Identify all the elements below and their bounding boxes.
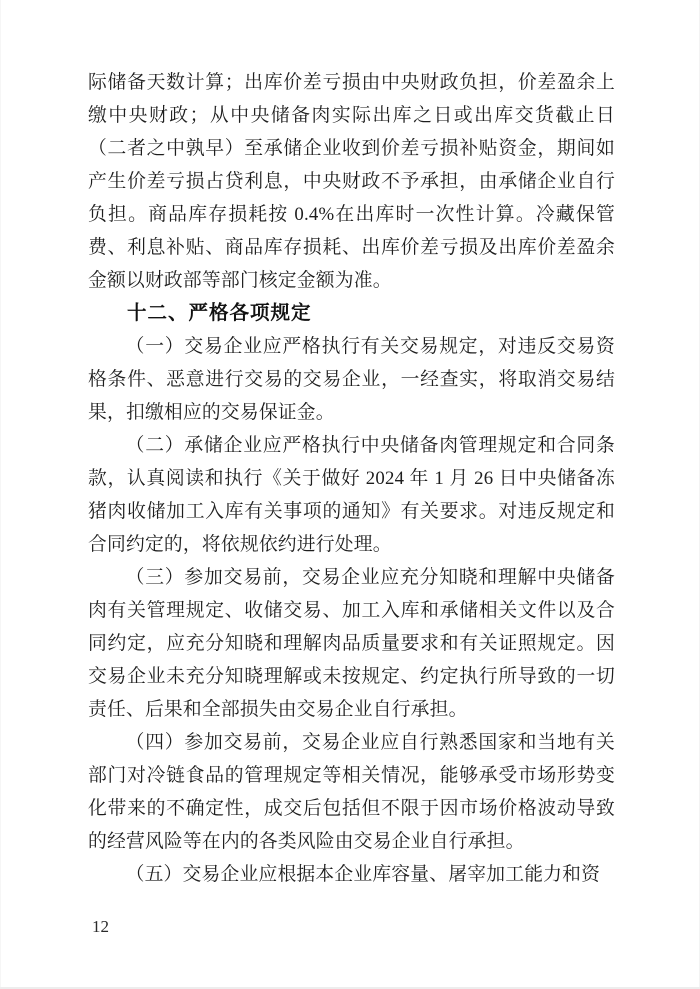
paragraph-item-3: （三）参加交易前，交易企业应充分知晓和理解中央储备肉有关管理规定、收储交易、加工入库和承储相关文件以及合同约定，应充分知晓和理解肉品质量要求和有关证照规定。因交易企业未充分知晓理解或未按规定、约定执行所导致的一切责任、后果和全部损失由交易企业自行承担。 bbox=[88, 567, 615, 720]
paragraph-item-1: （一）交易企业应严格执行有关交易规定，对违反交易资格条件、恶意进行交易的交易企业，一经查实，将取消交易结果，扣缴相应的交易保证金。 bbox=[88, 336, 615, 423]
paragraph-item-2: （二）承储企业应严格执行中央储备肉管理规定和合同条款，认真阅读和执行《关于做好 2024 年 1 月 26 日中央储备冻猪肉收储加工入库有关事项的通知》有关要求。对违反规定和合同约定的，将依规依约进行处理。 bbox=[88, 435, 615, 555]
paragraph-continuation: 际储备天数计算；出库价差亏损由中央财政负担，价差盈余上缴中央财政；从中央储备肉实际出库之日或出库交货截止日（二者之中孰早）至承储企业收到价差亏损补贴资金，期间如产生价差亏损占贷利息，中央财政不予承担，由承储企业自行负担。商品库存损耗按 0.4%在出库时一次性计算。冷藏保管费、利息补贴、商品库存损耗、出库价差亏损及出库价差盈余金额以财政部等部门核定金额为准。 bbox=[88, 72, 615, 291]
section-heading-12: 十二、严格各项规定 bbox=[127, 302, 312, 324]
paragraph-item-5: （五）交易企业应根据本企业库容量、屠宰加工能力和资 bbox=[125, 864, 601, 885]
page-number: 12 bbox=[92, 917, 109, 936]
document-body bbox=[88, 66, 615, 891]
paragraph-item-4: （四）参加交易前，交易企业应自行熟悉国家和当地有关部门对冷链食品的管理规定等相关情况，能够承受市场形势变化带来的不确定性，成交后包括但不限于因市场价格波动导致的经营风险等在内的各类风险由交易企业自行承担。 bbox=[88, 732, 615, 852]
